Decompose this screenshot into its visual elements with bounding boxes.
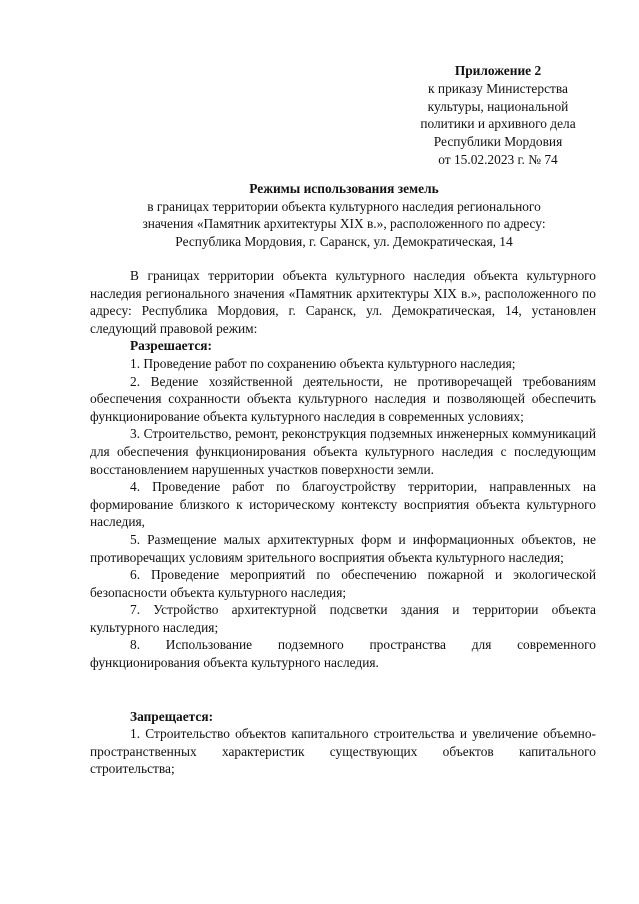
section-spacer: [90, 672, 596, 708]
appendix-line: от 15.02.2023 г. № 74: [438, 151, 558, 167]
allowed-item: 4. Проведение работ по благоустройству территории, направленных на формирование близкого к историческому контексту восприятия объекта культурного наследия,: [90, 479, 596, 530]
appendix-line: к приказу Министерства: [428, 80, 568, 96]
allowed-item: 2. Ведение хозяйственной деятельности, не противоречащей требованиям обеспечения сохранности объекта культурного наследия и позволяющей обеспечить функционирование объекта культурного наследия в современных условиях;: [90, 373, 596, 424]
document-title: Режимы использования земель: [249, 181, 439, 196]
appendix-line: культуры, национальной: [427, 98, 569, 114]
document-body: [90, 267, 596, 778]
appendix-line: политики и архивного дела: [420, 116, 576, 132]
document-subtitle-line: значения «Памятник архитектуры XIX в.», расположенного по адресу:: [142, 216, 546, 232]
prohibited-heading: Запрещается:: [130, 708, 214, 724]
allowed-item: 7. Устройство архитектурной подсветки здания и территории объекта культурного наследия;: [90, 602, 596, 635]
allowed-heading: Разрешается:: [130, 338, 212, 354]
document-subtitle-line: в границах территории объекта культурного наследия регионального: [147, 198, 541, 214]
allowed-item: 6. Проведение мероприятий по обеспечению пожарной и экологической безопасности объекта культурного наследия;: [90, 567, 596, 600]
allowed-item: 1. Проведение работ по сохранению объекта культурного наследия;: [130, 355, 516, 371]
allowed-item: 8. Использование подземного пространства для современного функционирования объекта культурного наследия.: [90, 637, 596, 671]
prohibited-item: 1. Строительство объектов капитального строительства и увеличение объемно-пространственных характеристик существующих объектов капитального строительства;: [90, 726, 596, 777]
allowed-item: 5. Размещение малых архитектурных форм и информационных объектов, не противоречащих условиям зрительного восприятия объекта культурного наследия;: [90, 531, 596, 565]
allowed-item: 3. Строительство, ремонт, реконструкция подземных инженерных коммуникаций для обеспечения функционирования объекта культурного наследия с последующим восстановлением нарушенных участков поверхности земли.: [90, 426, 596, 477]
appendix-title: Приложение 2: [454, 63, 542, 78]
intro-paragraph: В границах территории объекта культурного наследия объекта культурного наследия регионального значения «Памятник архитектуры XIX в.», расположенного по адресу: Республика Мордовия, г. Саранск, ул. Демократическая, 14, установлен следующий правовой режим:: [90, 268, 596, 336]
document-subtitle-line: Республика Мордовия, г. Саранск, ул. Демократическая, 14: [175, 233, 513, 249]
appendix-line: Республики Мордовия: [433, 134, 563, 150]
document-title-block: [104, 180, 584, 250]
appendix-header: [398, 62, 598, 169]
